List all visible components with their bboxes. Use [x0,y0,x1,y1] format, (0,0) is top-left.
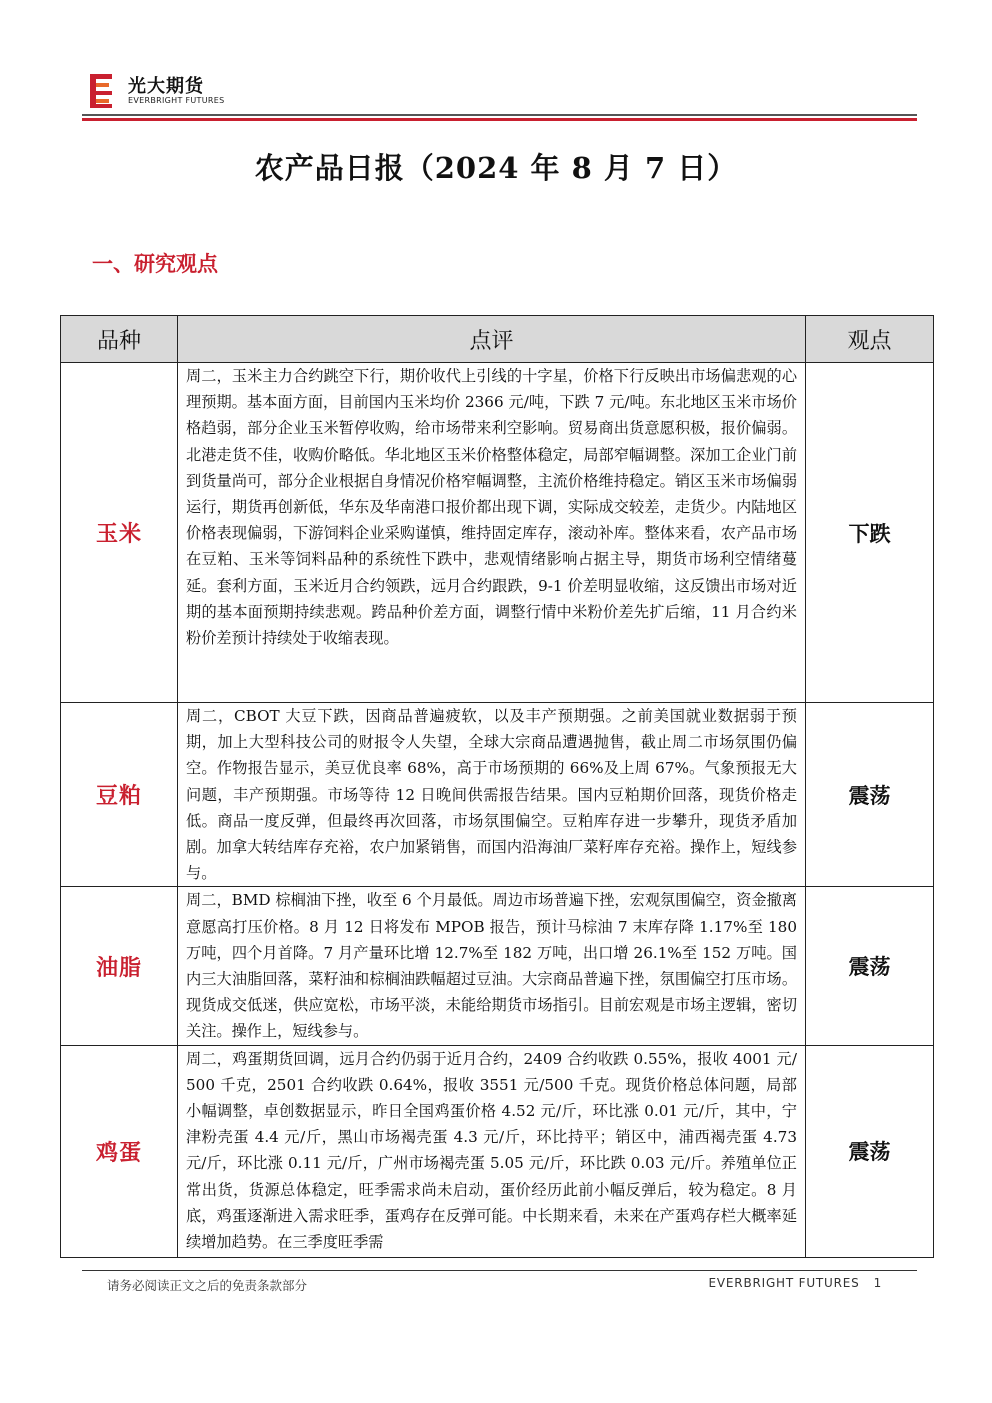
variety-cell: 鸡蛋 [61,1045,178,1257]
view-cell: 震荡 [806,703,934,887]
variety-cell: 豆粕 [61,703,178,887]
footer-divider [82,1270,917,1271]
document-title: 农产品日报（2024 年 8 月 7 日） [254,151,738,185]
page-header [82,66,917,116]
header-variety: 品种 [61,316,178,363]
table-row [61,887,934,1045]
comment-cell: 周二，玉米主力合约跳空下行，期价收代上引线的十字星，价格下行反映出市场偏悲观的心理预期。基本面方面，目前国内玉米均价 2366 元/吨，下跌 7 元/吨。东北地区玉米市场价格趋弱，部分企业玉米暂停收购，给市场带来利空影响。贸易商出货意愿积极，报价偏弱。北港走货不佳，收购价略低。华北地区玉米价格整体稳定，局部窄幅调整。深加工企业门前到货量尚可，部分企业根据自身情况价格窄幅调整，主流价格维持稳定。销区玉米市场偏弱运行，期货再创新低，华东及华南港口报价都出现下调，实际成交较差，走货少。内陆地区价格表现偏弱，下游饲料企业采购谨慎，维持固定库存，滚动补库。整体来看，农产品市场在豆粕、玉米等饲料品种的系统性下跌中，悲观情绪影响占据主导，期货市场利空情绪蔓延。套利方面，玉米近月合约领跌，远月合约跟跌，9-1 价差明显收缩，这反馈出市场对近期的基本面预期持续悲观。跨品种价差方面，调整行情中米粉价差先扩后缩，11 月合约米粉价差预计持续处于收缩表现。 [178,363,806,703]
footer-disclaimer: 请务必阅读正文之后的免责条款部分 [107,1278,308,1293]
section-heading: 一、研究观点 [92,251,218,276]
variety-cell: 玉米 [61,363,178,703]
table-row [61,1045,934,1257]
everbright-logo-icon [90,74,114,108]
header-divider-red [82,118,917,121]
comment-cell: 周二，CBOT 大豆下跌，因商品普遍疲软，以及丰产预期强。之前美国就业数据弱于预期，加上大型科技公司的财报令人失望，全球大宗商品遭遇抛售，截止周二市场氛围仍偏空。作物报告显示，美豆优良率 68%，高于市场预期的 66%及上周 67%。气象预报无大问题，丰产预期强。市场等待 12 日晚间供需报告结果。国内豆粕期价回落，现货价格走低。商品一度反弹，但最终再次回落，市场氛围偏空。豆粕库存进一步攀升，现货矛盾加剧。加拿大转结库存充裕，农户加紧销售，而国内沿海油厂菜籽库存充裕。操作上，短线参与。 [178,703,806,887]
page-number: 1 [873,1276,882,1290]
view-cell: 下跌 [806,363,934,703]
table-row [61,363,934,703]
header-comment: 点评 [178,316,806,363]
research-table [60,315,934,1258]
view-cell: 震荡 [806,1045,934,1257]
header-view: 观点 [806,316,934,363]
logo-cn-text: 光大期货 [128,76,204,97]
view-cell: 震荡 [806,887,934,1045]
comment-cell: 周二，BMD 棕榈油下挫，收至 6 个月最低。周边市场普遍下挫，宏观氛围偏空，资金撤离意愿高打压价格。8 月 12 日将发布 MPOB 报告，预计马棕油 7 末库存降 1.17%至 180 万吨，四个月首降。7 月产量环比增 12.7%至 182 万吨，出口增 26.1%至 152 万吨。国内三大油脂回落，菜籽油和棕榈油跌幅超过豆油。大宗商品普遍下挫，氛围偏空打压市场。现货成交低迷，供应宽松，市场平淡，未能给期货市场指引。目前宏观是市场主逻辑，密切关注。操作上，短线参与。 [178,887,806,1045]
table-row [61,703,934,887]
table-header-row [61,316,934,363]
logo-en-text: EVERBRIGHT FUTURES [128,96,225,105]
comment-cell: 周二，鸡蛋期货回调，远月合约仍弱于近月合约，2409 合约收跌 0.55%，报收 4001 元/500 千克，2501 合约收跌 0.64%，报收 3551 元/500 千克。现货价格总体问题，局部小幅调整，卓创数据显示，昨日全国鸡蛋价格 4.52 元/斤，环比涨 0.01 元/斤，其中，宁津粉壳蛋 4.4 元/斤，黑山市场褐壳蛋 4.3 元/斤，环比持平；销区中，浦西褐壳蛋 4.73 元/斤，环比涨 0.11 元/斤，广州市场褐壳蛋 5.05 元/斤，环比跌 0.03 元/斤。养殖单位正常出货，货源总体稳定，旺季需求尚未启动，蛋价经历此前小幅反弹后，较为稳定。8 月底，鸡蛋逐渐进入需求旺季，蛋鸡存在反弹可能。中长期来看，未来在产蛋鸡存栏大概率延续增加趋势。在三季度旺季需 [178,1045,806,1257]
variety-cell: 油脂 [61,887,178,1045]
footer-brand-block [709,1276,882,1290]
header-divider [82,114,917,116]
footer-brand: EVERBRIGHT FUTURES [708,1276,860,1290]
